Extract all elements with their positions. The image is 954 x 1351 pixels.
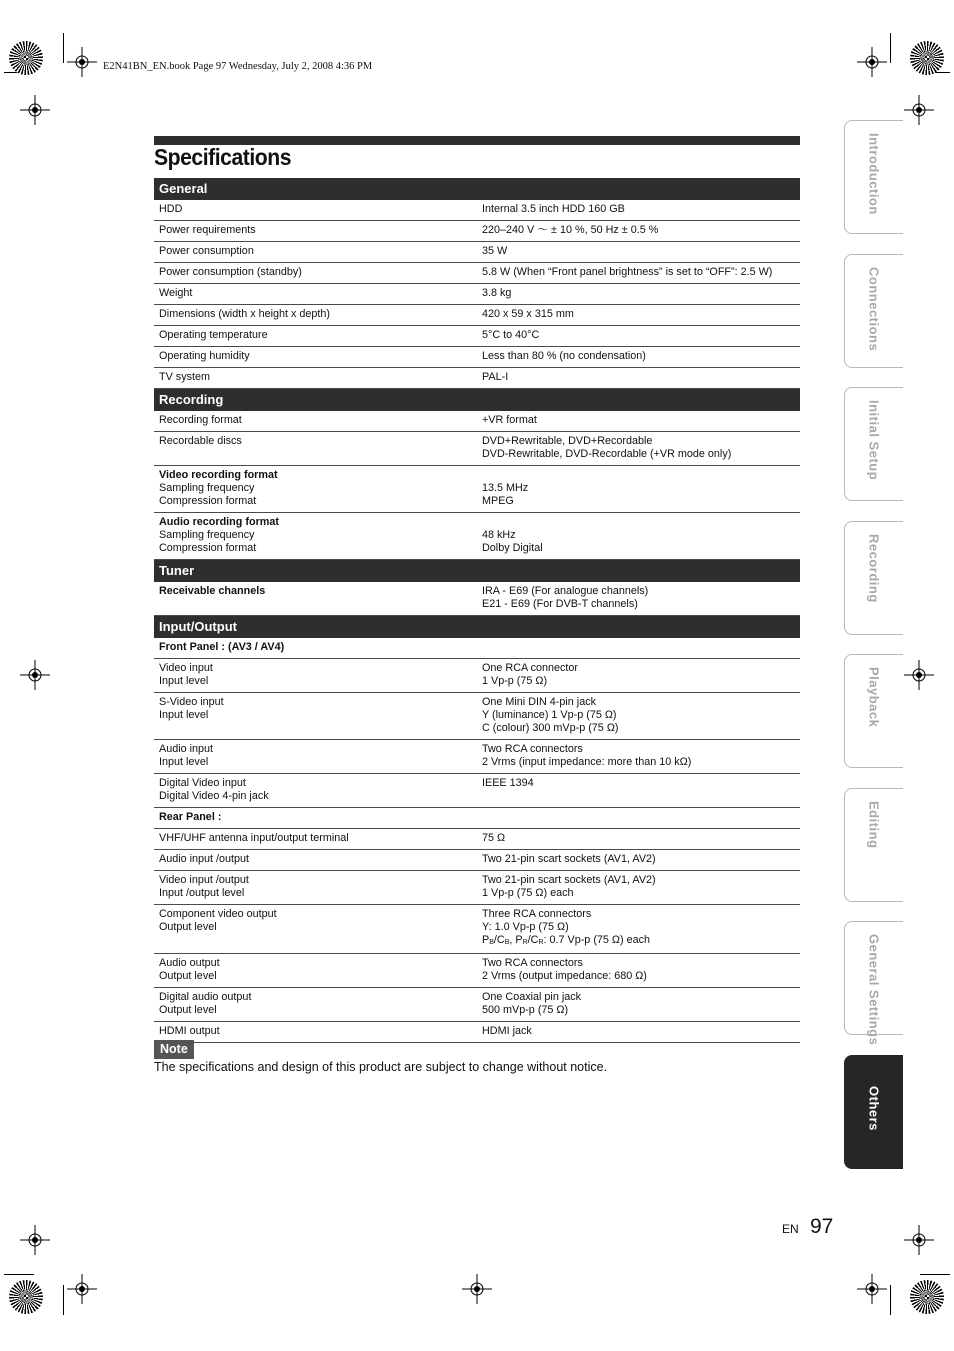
spec-value-text: P <box>482 934 490 946</box>
spec-row <box>154 871 800 905</box>
spec-value-line: One RCA connector <box>482 662 579 674</box>
spec-value-line: Internal 3.5 inch HDD 160 GB <box>482 203 625 215</box>
spec-label <box>154 516 477 555</box>
spec-value-text: /C <box>493 934 505 946</box>
spec-label <box>154 991 477 1017</box>
spec-value-line: E21 - E69 (For DVB-T channels) <box>482 598 638 610</box>
spec-label-heading: Video recording format <box>159 469 278 481</box>
spec-value-line: 75 Ω <box>482 832 506 844</box>
subscript-text: R <box>538 939 544 946</box>
tab-initial-setup[interactable] <box>844 387 903 501</box>
spec-value-line: Two RCA connectors <box>482 957 583 969</box>
spec-label <box>154 414 477 427</box>
spec-label-line: Operating temperature <box>159 329 268 341</box>
registration-wheel-icon <box>9 1280 43 1314</box>
spec-value-line: 220–240 V ～ ± 10 %, 50 Hz ± 0.5 % <box>482 224 659 236</box>
spec-label-line: Recording format <box>159 414 242 426</box>
spec-label-line: Output level <box>159 1004 217 1016</box>
spec-row <box>154 284 800 305</box>
spec-value-line: Two 21-pin scart sockets (AV1, AV2) <box>482 853 656 865</box>
spec-value-line: IEEE 1394 <box>482 777 534 789</box>
spec-row <box>154 740 800 774</box>
file-header: E2N41BN_EN.book Page 97 Wednesday, July 2, 2008 4:36 PM <box>103 61 373 72</box>
spec-row <box>154 466 800 513</box>
spec-value <box>477 350 800 363</box>
spec-row <box>154 638 800 659</box>
spec-label-line: Digital audio output <box>159 991 252 1003</box>
spec-label <box>154 287 477 300</box>
spec-value-line: 1 Vp-p (75 Ω) <box>482 675 548 687</box>
spec-label-line: S-Video input <box>159 696 224 708</box>
spec-value-line: 5°C to 40°C <box>482 329 540 341</box>
spec-row <box>154 693 800 740</box>
spec-row <box>154 200 800 221</box>
spec-value <box>477 245 800 258</box>
tab-label: Introduction <box>866 133 882 215</box>
spec-label <box>154 266 477 279</box>
spec-label <box>154 350 477 363</box>
crosshair-icon <box>67 1274 97 1304</box>
spec-label <box>154 743 477 769</box>
spec-value <box>477 777 800 803</box>
spec-label <box>154 469 477 508</box>
section-heading: Tuner <box>154 560 800 582</box>
subscript-text: B <box>504 939 510 946</box>
spec-label <box>154 329 477 342</box>
spec-value <box>477 287 800 300</box>
crosshair-icon <box>20 95 50 125</box>
spec-label <box>154 245 477 258</box>
spec-label-line: HDMI output <box>159 1025 220 1037</box>
spec-label <box>154 1025 477 1038</box>
crosshair-icon <box>20 1225 50 1255</box>
spec-label-line: Audio input <box>159 743 214 755</box>
spec-value <box>477 874 800 900</box>
tab-connections[interactable] <box>844 254 903 368</box>
tab-editing[interactable] <box>844 788 903 902</box>
spec-value <box>477 469 800 508</box>
tab-general-settings[interactable] <box>844 921 903 1046</box>
spec-label-heading: Receivable channels <box>159 585 266 597</box>
spec-label <box>154 662 477 688</box>
spec-value-line: 1 Vp-p (75 Ω) each <box>482 887 574 899</box>
section-heading: Recording <box>154 389 800 411</box>
spec-value-line: Two RCA connectors <box>482 743 583 755</box>
page-title: Specifications <box>154 144 292 170</box>
tab-label: Recording <box>866 533 882 603</box>
spec-value-line: Less than 80 % (no condensation) <box>482 350 646 362</box>
page-number: 97 <box>810 1215 834 1238</box>
spec-label-line: Input level <box>159 675 209 687</box>
spec-label-heading: Rear Panel : <box>159 811 222 823</box>
spec-label <box>154 203 477 216</box>
spec-label-line: Compression format <box>159 495 257 507</box>
crosshair-icon <box>67 47 97 77</box>
spec-row <box>154 242 800 263</box>
spec-label <box>154 811 477 824</box>
page-language: EN <box>782 1222 799 1236</box>
section-heading: General <box>154 178 800 200</box>
spec-value <box>477 435 800 461</box>
spec-label-line: Power requirements <box>159 224 256 236</box>
spec-value-line: DVD+Rewritable, DVD+Recordable <box>482 435 653 447</box>
spec-value-text: /C <box>527 934 539 946</box>
tab-label: Initial Setup <box>866 400 882 481</box>
spec-value <box>477 516 800 555</box>
spec-label <box>154 641 477 654</box>
spec-label-line: Power consumption <box>159 245 254 257</box>
tab-label: Playback <box>866 667 882 728</box>
spec-value-line: 5.8 W (When “Front panel brightness” is set to “OFF”: 2.5 W) <box>482 266 773 278</box>
spec-label-line: Digital Video 4-pin jack <box>159 790 269 802</box>
spec-label-line: Input /output level <box>159 887 245 899</box>
note-tag: Note <box>154 1040 194 1059</box>
spec-label <box>154 777 477 803</box>
crosshair-icon <box>904 95 934 125</box>
spec-row <box>154 808 800 829</box>
spec-label-line: Recordable discs <box>159 435 242 447</box>
spec-value-line: Y (luminance) 1 Vp-p (75 Ω) <box>482 709 617 721</box>
spec-label <box>154 874 477 900</box>
spec-value-line <box>482 516 800 529</box>
registration-wheel-icon <box>910 1280 944 1314</box>
spec-label-line: Compression format <box>159 542 257 554</box>
spec-label <box>154 696 477 735</box>
spec-value-line: 420 x 59 x 315 mm <box>482 308 574 320</box>
spec-value <box>477 371 800 384</box>
spec-value <box>477 585 800 611</box>
spec-value-line: 3.8 kg <box>482 287 512 299</box>
spec-label <box>154 435 477 461</box>
spec-value <box>477 414 800 427</box>
subscript-text: B <box>489 939 494 946</box>
spec-value-line <box>482 469 800 482</box>
spec-value-line: One Coaxial pin jack <box>482 991 582 1003</box>
spec-label-line: Component video output <box>159 908 277 920</box>
spec-value <box>477 266 800 279</box>
spec-label-line: Operating humidity <box>159 350 250 362</box>
spec-value <box>477 308 800 321</box>
spec-label <box>154 832 477 845</box>
spec-row <box>154 582 800 616</box>
spec-value-line: C (colour) 300 mVp-p (75 Ω) <box>482 722 619 734</box>
spec-label-line: Video input <box>159 662 213 674</box>
tab-playback[interactable] <box>844 654 903 768</box>
crosshair-icon <box>20 660 50 690</box>
spec-row <box>154 432 800 466</box>
spec-label-line: Sampling frequency <box>159 529 255 541</box>
spec-value <box>477 991 800 1017</box>
spec-value <box>477 224 800 237</box>
spec-value-text: : 0.7 Vp-p (75 Ω) each <box>543 934 650 946</box>
spec-value-line: MPEG <box>482 495 514 507</box>
spec-label-line: HDD <box>159 203 183 215</box>
tab-label: Others <box>866 1085 882 1131</box>
spec-value <box>477 662 800 688</box>
spec-row <box>154 368 800 389</box>
spec-label-line: Input level <box>159 709 209 721</box>
spec-label-line: Dimensions (width x height x depth) <box>159 308 331 320</box>
spec-label-heading: Front Panel : (AV3 / AV4) <box>159 641 285 653</box>
spec-row <box>154 954 800 988</box>
spec-label-line: VHF/UHF antenna input/output terminal <box>159 832 349 844</box>
spec-value <box>477 908 800 949</box>
spec-row <box>154 305 800 326</box>
spec-label <box>154 371 477 384</box>
spec-row <box>154 411 800 432</box>
tab-label: General Settings <box>866 934 882 1046</box>
crosshair-icon <box>904 660 934 690</box>
spec-value-line: 2 Vrms (output impedance: 680 Ω) <box>482 970 647 982</box>
spec-value <box>477 832 800 845</box>
crosshair-icon <box>462 1274 492 1304</box>
spec-value <box>477 696 800 735</box>
spec-label <box>154 853 477 866</box>
spec-value <box>477 743 800 769</box>
spec-row <box>154 829 800 850</box>
spec-row <box>154 850 800 871</box>
spec-row <box>154 347 800 368</box>
spec-value-line: 13.5 MHz <box>482 482 529 494</box>
spec-value <box>477 957 800 983</box>
spec-value-line: 48 kHz <box>482 529 516 541</box>
spec-value-line: DVD-Rewritable, DVD-Recordable (+VR mode only) <box>482 448 732 460</box>
spec-value-line: PAL-I <box>482 371 509 383</box>
crosshair-icon <box>857 1274 887 1304</box>
spec-value-text: P <box>515 934 523 946</box>
spec-row <box>154 326 800 347</box>
spec-row <box>154 774 800 808</box>
spec-value-line: HDMI jack <box>482 1025 532 1037</box>
spec-label-line: Output level <box>159 970 217 982</box>
spec-label-line: Power consumption (standby) <box>159 266 302 278</box>
spec-label <box>154 224 477 237</box>
tab-recording[interactable] <box>844 521 903 635</box>
spec-label-heading: Audio recording format <box>159 516 279 528</box>
section-heading: Input/Output <box>154 616 800 638</box>
spec-value-line: Two 21-pin scart sockets (AV1, AV2) <box>482 874 656 886</box>
spec-label-line: Input level <box>159 756 209 768</box>
registration-wheel-icon <box>910 41 944 75</box>
spec-row <box>154 221 800 242</box>
spec-label-line: TV system <box>159 371 210 383</box>
spec-label-line: Output level <box>159 921 217 933</box>
spec-label <box>154 957 477 983</box>
spec-value-line: One Mini DIN 4-pin jack <box>482 696 597 708</box>
spec-table <box>154 178 800 1043</box>
spec-value <box>477 329 800 342</box>
spec-value-line: Y: 1.0 Vp-p (75 Ω) <box>482 921 569 933</box>
spec-label-line: Video input /output <box>159 874 249 886</box>
spec-value-line: +VR format <box>482 414 537 426</box>
spec-value <box>477 811 800 824</box>
spec-value-line: 35 W <box>482 245 508 257</box>
spec-row <box>154 513 800 560</box>
tab-label: Connections <box>866 266 882 351</box>
spec-row <box>154 1022 800 1043</box>
note-text: The specifications and design of this product are subject to change without notice. <box>154 1060 608 1074</box>
spec-value-line: 2 Vrms (input impedance: more than 10 kΩ) <box>482 756 692 768</box>
spec-value <box>477 1025 800 1038</box>
spec-row <box>154 659 800 693</box>
spec-label-line: Audio input /output <box>159 853 250 865</box>
spec-value-line: PB/CB, PR/CR: 0.7 Vp-p (75 Ω) each <box>482 934 650 946</box>
spec-value <box>477 641 800 654</box>
spec-label <box>154 908 477 949</box>
tab-label: Editing <box>866 800 882 849</box>
spec-label <box>154 585 477 611</box>
spec-value-line: IRA - E69 (For analogue channels) <box>482 585 649 597</box>
spec-value-line: 500 mVp-p (75 Ω) <box>482 1004 569 1016</box>
spec-row <box>154 263 800 284</box>
spec-label-line: Audio output <box>159 957 220 969</box>
spec-value-line: Dolby Digital <box>482 542 543 554</box>
spec-row <box>154 988 800 1022</box>
spec-value-line: Three RCA connectors <box>482 908 592 920</box>
spec-value <box>477 203 800 216</box>
spec-label-line: Weight <box>159 287 193 299</box>
spec-value <box>477 853 800 866</box>
subscript-text: R <box>522 939 528 946</box>
crosshair-icon <box>857 47 887 77</box>
spec-row <box>154 905 800 954</box>
tab-introduction[interactable] <box>844 120 903 234</box>
registration-wheel-icon <box>9 41 43 75</box>
tab-others[interactable] <box>844 1055 903 1169</box>
spec-label-line: Sampling frequency <box>159 482 255 494</box>
spec-label <box>154 308 477 321</box>
spec-label-line: Digital Video input <box>159 777 246 789</box>
crosshair-icon <box>904 1225 934 1255</box>
